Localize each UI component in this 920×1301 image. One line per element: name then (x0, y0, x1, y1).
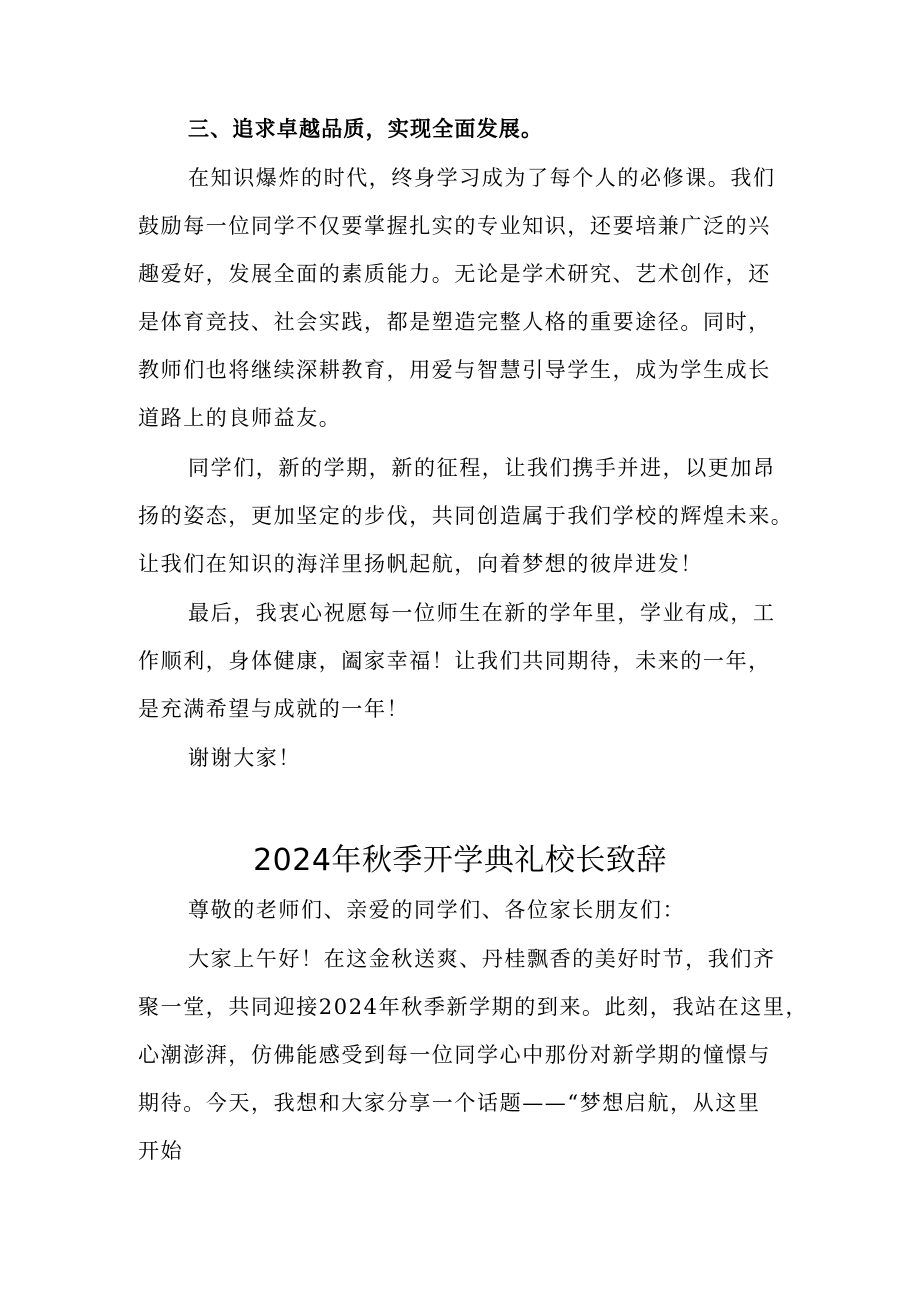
paragraph-line: 心潮澎湃，仿佛能感受到每一位同学心中那份对新学期的憧憬与 (138, 1043, 771, 1067)
paragraph-line: 扬的姿态，更加坚定的步伐，共同创造属于我们学校的辉煌未来。 (138, 504, 794, 528)
paragraph-line: 道路上的良师益友。 (138, 406, 342, 430)
paragraph-line: 大家上午好！在这金秋送爽、丹桂飘香的美好时节，我们齐 (188, 947, 776, 971)
document-title: 2024年秋季开学典礼校长致辞 (253, 843, 667, 878)
paragraph-line: 期待。今天，我想和大家分享一个话题——“梦想启航，从这里 (138, 1091, 761, 1115)
paragraph-line: 是充满希望与成就的一年！ (138, 697, 410, 721)
closing-thanks: 谢谢大家！ (188, 746, 301, 770)
paragraph-line: 是体育竞技、社会实践，都是塑造完整人格的重要途径。同时， (138, 310, 771, 334)
paragraph-line: 最后，我衷心祝愿每一位师生在新的学年里，学业有成，工 (188, 601, 776, 625)
paragraph-line: 作顺利，身体健康，阖家幸福！让我们共同期待，未来的一年， (138, 649, 771, 673)
paragraph-line: 聚一堂，共同迎接2024年秋季新学期的到来。此刻，我站在这里， (138, 995, 809, 1019)
paragraph-line: 教师们也将继续深耕教育，用爱与智慧引导学生，成为学生成长 (138, 358, 771, 382)
paragraph-line: 趣爱好，发展全面的素质能力。无论是学术研究、艺术创作，还 (138, 262, 771, 286)
paragraph-line: 同学们，新的学期，新的征程，让我们携手并进，以更加昂 (188, 456, 776, 480)
paragraph-line: 在知识爆炸的时代，终身学习成为了每个人的必修课。我们 (188, 166, 776, 190)
paragraph-line: 开始 (138, 1139, 184, 1163)
paragraph-line: 让我们在知识的海洋里扬帆起航，向着梦想的彼岸进发！ (138, 552, 703, 576)
section-heading: 三、追求卓越品质，实现全面发展。 (188, 116, 544, 141)
paragraph-line: 鼓励每一位同学不仅要掌握扎实的专业知识，还要培兼广泛的兴 (138, 214, 771, 238)
salutation: 尊敬的老师们、亲爱的同学们、各位家长朋友们： (188, 898, 686, 922)
